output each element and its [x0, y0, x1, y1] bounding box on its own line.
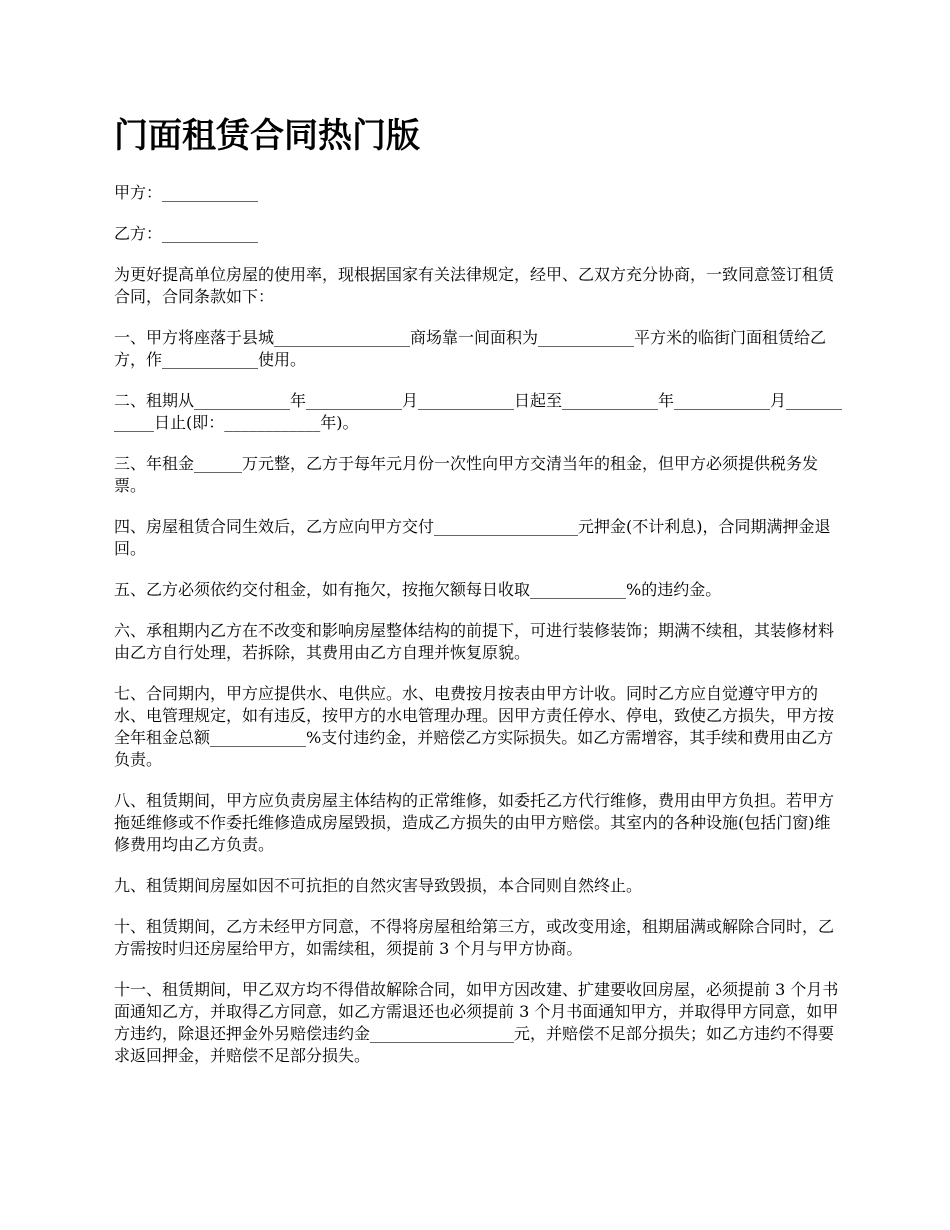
clause-3: 三、年租金______万元整，乙方于每年元月份一次性向甲方交清当年的租金，但甲方必须提供税务发票。 — [114, 454, 819, 495]
clause-6: 六、承租期内乙方在不改变和影响房屋整体结构的前提下，可进行装修装饰；期满不续租，其装修材料由乙方自行处理，若拆除，其费用由乙方自理并恢复原貌。 — [114, 621, 835, 662]
clause-11: 十一、租赁期间，甲乙双方均不得借故解除合同，如甲方因改建、扩建要收回房屋，必须提前 3 个月书面通知乙方，并取得乙方同意，如乙方需退还也必须提前 3 个月书面通知甲方，并取得甲方同意，如甲方违约，除退还押金外另赔偿违约金__________________元，并赔偿不足部分损失；如乙方违约不得要求返回押金，并赔偿不足部分损失。 — [114, 980, 839, 1065]
clause-2: 二、租期从____________年____________月____________日起至____________年____________月____________日止(即：____________年)。 — [114, 391, 843, 432]
document-title: 门面租赁合同热门版 — [114, 116, 420, 156]
clause-10: 十、租赁期间，乙方未经甲方同意，不得将房屋租给第三方，或改变用途，租期届满或解除合同时，乙方需按时归还房屋给甲方，如需续租，须提前 3 个月与甲方协商。 — [114, 917, 835, 958]
clause-4: 四、房屋租赁合同生效后，乙方应向甲方交付__________________元押金(不计利息)，合同期满押金退回。 — [114, 517, 831, 558]
document-page — [114, 112, 842, 1086]
party-b-line: 乙方：____________ — [114, 224, 259, 243]
party-a-line: 甲方：____________ — [114, 183, 259, 202]
clause-8: 八、租赁期间，甲方应负责房屋主体结构的正常维修，如委托乙方代行维修，费用由甲方负担。若甲方拖延维修或不作委托维修造成房屋毁损，造成乙方损失的由甲方赔偿。其室内的各种设施(包括门窗)维修费用均由乙方负责。 — [114, 791, 835, 854]
clause-5: 五、乙方必须依约交付租金，如有拖欠，按拖欠额每日收取____________%的违约金。 — [114, 580, 722, 599]
clause-1: 一、甲方将座落于县城_________________商场靠一间面积为____________平方米的临街门面租赁给乙方，作____________使用。 — [114, 328, 827, 369]
clause-9: 九、租赁期间房屋如因不可抗拒的自然灾害导致毁损，本合同则自然终止。 — [114, 876, 643, 895]
intro-paragraph: 为更好提高单位房屋的使用率，现根据国家有关法律规定，经甲、乙双方充分协商，一致同意签订租赁合同，合同条款如下： — [114, 265, 835, 306]
clause-7: 七、合同期内，甲方应提供水、电供应。水、电费按月按表由甲方计收。同时乙方应自觉遵守甲方的水、电管理规定，如有违反，按甲方的水电管理办理。因甲方责任停水、停电，致使乙方损失，甲方按全年租金总额____________%支付违约金，并赔偿乙方实际损失。如乙方需增容，其手续和费用由乙方负责。 — [114, 684, 835, 769]
